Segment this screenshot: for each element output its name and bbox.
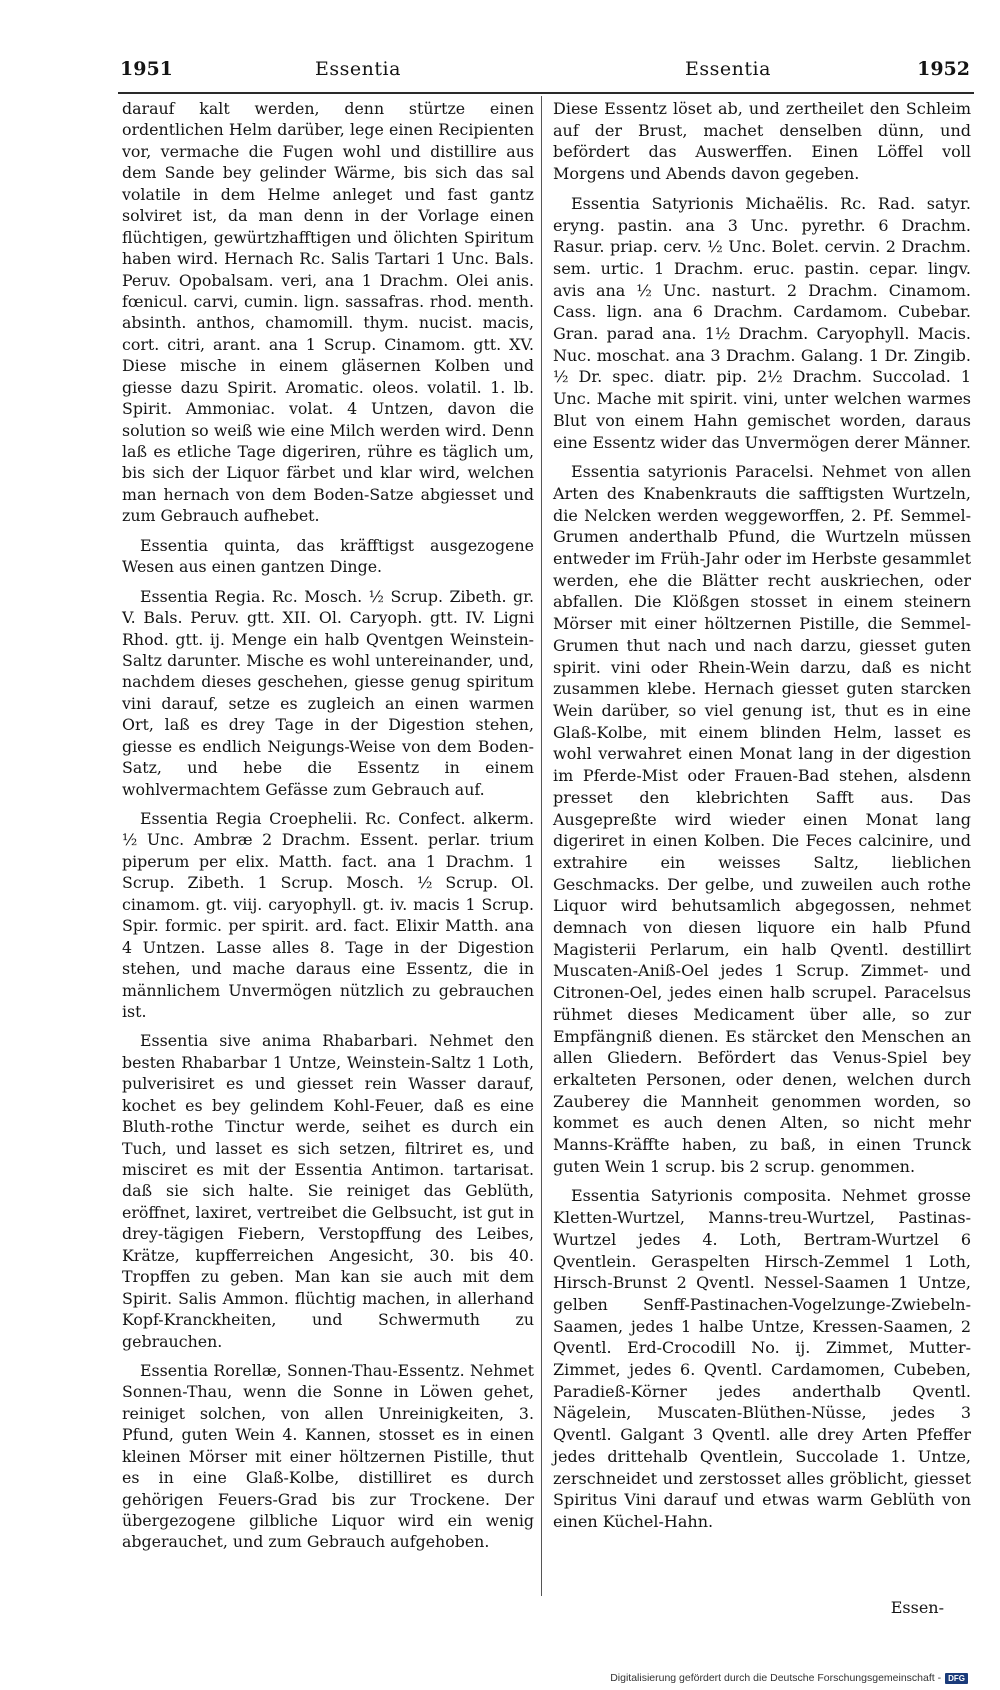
left-column <box>122 98 534 1561</box>
header-rule <box>118 92 974 94</box>
paragraph: Essentia Regia Croephelii. Rc. Confect. alkerm. ½ Unc. Ambræ 2 Drachm. Essent. perlar. trium piperum per elix. Matth. fact. ana 1 Drachm. 1 Scrup. Zibeth. 1 Scrup. Mosch. ½ Scrup. Ol. cinamom. gt. viij. caryophyll. gt. iv. macis 1 Scrup. Spir. formic. per spirit. ard. fact. Elixir Matth. ana 4 Untzen. Lasse alles 8. Tage in der Digestion stehen, und mache daraus eine Essentz, die in männlichem Unvermögen nützlich zu gebrauchen ist. <box>122 809 534 1021</box>
paragraph: Essentia sive anima Rhabarbari. Nehmet den besten Rhabarbar 1 Untze, Weinstein-Saltz 1 Loth, pulverisiret es und giesset rein Wasser darauf, kochet es bey gelindem Kohl-Feuer, daß es eine Bluth-rothe Tinctur werde, seihet es durch ein Tuch, und lasset es sich setzen, filtriret es, und misciret es mit der Essentia Antimon. tartarisat. daß sie sich halte. Sie reiniget das Geblüth, eröffnet, laxiret, vertreibet die Gelbsucht, ist gut in drey-tägigen Fiebern, Verstopffung des Leibes, Krätze, kupfferreichen Angesicht, 30. bis 40. Tropffen zu geben. Man kan sie auch mit dem Spirit. Salis Ammon. flüchtig machen, in allerhand Kopf-Kranckheiten, und Schwermuth zu gebrauchen. <box>122 1031 534 1351</box>
column-divider <box>541 96 542 1596</box>
catchword: Essen- <box>890 1598 944 1617</box>
page-number-left: 1951 <box>120 58 173 80</box>
column-title-left: Essentia <box>315 58 401 80</box>
page-number-right: 1952 <box>917 58 970 80</box>
paragraph: Essentia Satyrionis Michaëlis. Rc. Rad. satyr. eryng. pastin. ana 3 Unc. pyrethr. 6 Drachm. Rasur. priap. cerv. ½ Unc. Bolet. cervin. 2 Drachm. sem. urtic. 1 Drachm. eruc. pastin. cepar. lingv. avis ana ½ Unc. nasturt. 2 Drachm. Cinamom. Cass. lign. ana 6 Drachm. Cardamom. Cubebar. Gran. parad ana. 1½ Drachm. Caryophyll. Macis. Nuc. moschat. ana 3 Drachm. Galang. 1 Dr. Zingib. ½ Dr. spec. diatr. pip. 2½ Drachm. Succolad. 1 Unc. Mache mit spirit. vini, unter welchen warmes Blut von einem Hahn gemischet worden, daraus eine Essentz wider das Unvermögen derer Männer. <box>553 193 971 452</box>
paragraph: Essentia Regia. Rc. Mosch. ½ Scrup. Zibeth. gr. V. Bals. Peruv. gtt. XII. Ol. Caryoph. gtt. IV. Ligni Rhod. gtt. ij. Menge ein halb Qventgen Weinstein-Saltz darunter. Mische es wohl untereinander, und, nachdem dieses geschehen, giesse genug spiritum vini darauf, setze es zugleich an einen warmen Ort, laß es drey Tage in der Digestion stehen, giesse es endlich Neigungs-Weise von dem Boden-Satz, und hebe die Essentz in einem wohlvermachtem Gefässe zum Gebrauch auf. <box>122 586 534 799</box>
right-column <box>553 98 971 1541</box>
paragraph: Essentia quinta, das kräfftigst ausgezogene Wesen aus einen gantzen Dinge. <box>122 535 534 577</box>
dfg-logo: DFG <box>945 1673 968 1684</box>
paragraph: Essentia satyrionis Paracelsi. Nehmet von allen Arten des Knabenkrauts die safftigsten Wurtzeln, die Nelcken werden weggeworffen, 2. Pf. Semmel-Grumen anderthalb Pfund, die Wurtzeln müssen entweder im Früh-Jahr oder im Herbste gesammlet werden, ehe die Blätter recht auskriechen, oder abfallen. Die Klößgen stosset in einem steinern Mörser mit einer höltzernen Pistille, die Semmel-Grumen thut nach und nach darzu, giesset guten spirit. vini oder Rhein-Wein darzu, daß es nicht zusammen klebe. Hernach giesset guten starcken Wein darüber, so viel genung ist, thut es in eine Glaß-Kolbe, mit einem blinden Helm, lasset es wohl verwahret einen Monat lang in der digestion im Pferde-Mist oder Frauen-Bad stehen, alsdenn presset den klebrichten Safft aus. Das Ausgepreßte wird wieder einen Monat lang digeriret in einen Kolben. Die Feces calcinire, und extrahire ein weisses Saltz, lieblichen Geschmacks. Der gelbe, und zuweilen auch rothe Liquor wird behutsamlich abgegossen, nehmet demnach von diesen liquore ein halb Pfund Magisterii Perlarum, ein halb Qventl. destillirt Muscaten-Aniß-Oel jedes 1 Scrup. Zimmet- und Citronen-Oel, jedes einen halb scrupel. Paracelsus rühmet dieses Medicament über alle, so zur Empfängniß dienen. Es stärcket den Menschen an allen Gliedern. Befördert das Venus-Spiel bey erkalteten Personen, oder denen, welchen durch Zauberey die Mannheit genommen worden, so kommet es auch denen Alten, so nicht mehr Manns-Kräffte haben, zu baß, in einen Trunck guten Wein 1 scrup. bis 2 scrup. genommen. <box>553 462 971 1176</box>
digitization-footer <box>610 1672 968 1684</box>
page-header <box>120 58 970 92</box>
column-title-right: Essentia <box>685 58 771 80</box>
paragraph: Diese Essentz löset ab, und zertheilet den Schleim auf der Brust, machet denselben dünn, und befördert das Auswerffen. Einen Löffel voll Morgens und Abends davon gegeben. <box>553 99 971 184</box>
paragraph: Essentia Satyrionis composita. Nehmet grosse Kletten-Wurtzel, Manns-treu-Wurtzel, Pastinas-Wurtzel jedes 4. Loth, Bertram-Wurtzel 6 Qventlein. Geraspelten Hirsch-Zemmel 1 Loth, Hirsch-Brunst 2 Qventl. Nessel-Saamen 1 Untze, gelben Senff-Pastinachen-Vogelzunge-Zwiebeln-Saamen, jedes 1 halbe Untze, Kressen-Saamen, 2 Qventl. Erd-Crocodill No. ij. Zimmet, Mutter-Zimmet, jedes 6. Qventl. Cardamomen, Cubeben, Paradieß-Körner jedes anderthalb Qventl. Nägelein, Muscaten-Blüthen-Nüsse, jedes 3 Qventl. Galgant 3 Qventl. alle drey Arten Pfeffer jedes drittehalb Qventlein, Succolade 1. Untze, zerschneidet und zerstosset alles gröblicht, giesset Spiritus Vini darauf und etwas warm Geblüth von einen Küchel-Hahn. <box>553 1186 971 1531</box>
paragraph: darauf kalt werden, denn stürtze einen ordentlichen Helm darüber, lege einen Recipienten vor, vermache die Fugen wohl und distillire aus dem Sande bey gelinder Wärme, bis sich das sal volatile in dem Helme anleget und fast gantz solviret ist, da man denn in der Vorlage einen flüchtigen, gewürtzhafftigen und ölichten Spiritum haben wird. Hernach Rc. Salis Tartari 1 Unc. Bals. Peruv. Opobalsam. veri, ana 1 Drachm. Olei anis. fœnicul. carvi, cumin. lign. sassafras. rhod. menth. absinth. anthos, chamomill. thym. nucist. macis, cort. citri, arant. ana 1 Scrup. Cinamom. gtt. XV. Diese mische in einem gläsernen Kolben und giesse dazu Spirit. Aromatic. oleos. volatil. 1. lb. Spirit. Ammoniac. volat. 4 Untzen, davon die solution so weiß wie eine Milch werden wird. Denn laß es etliche Tage digeriren, rühre es täglich um, bis sich der Liquor färbet und klar wird, welchen man hernach von dem Boden-Satze abgiesset und zum Gebrauch aufhebet. <box>122 99 534 526</box>
footer-text: Digitalisierung gefördert durch die Deutsche Forschungsgemeinschaft - <box>610 1672 942 1684</box>
paragraph: Essentia Rorellæ, Sonnen-Thau-Essentz. Nehmet Sonnen-Thau, wenn die Sonne in Löwen gehet, reiniget solchen, von allen Unreinigkeiten, 3. Pfund, guten Wein 4. Kannen, stosset es in einen kleinen Mörser mit einer höltzernen Pistille, thut es in eine Glaß-Kolbe, distilliret es durch gehörigen Feuers-Grad bis zur Trockene. Der übergezogene gilbliche Liquor wird ein wenig abgerauchet, und zum Gebrauch aufgehoben. <box>122 1360 534 1552</box>
